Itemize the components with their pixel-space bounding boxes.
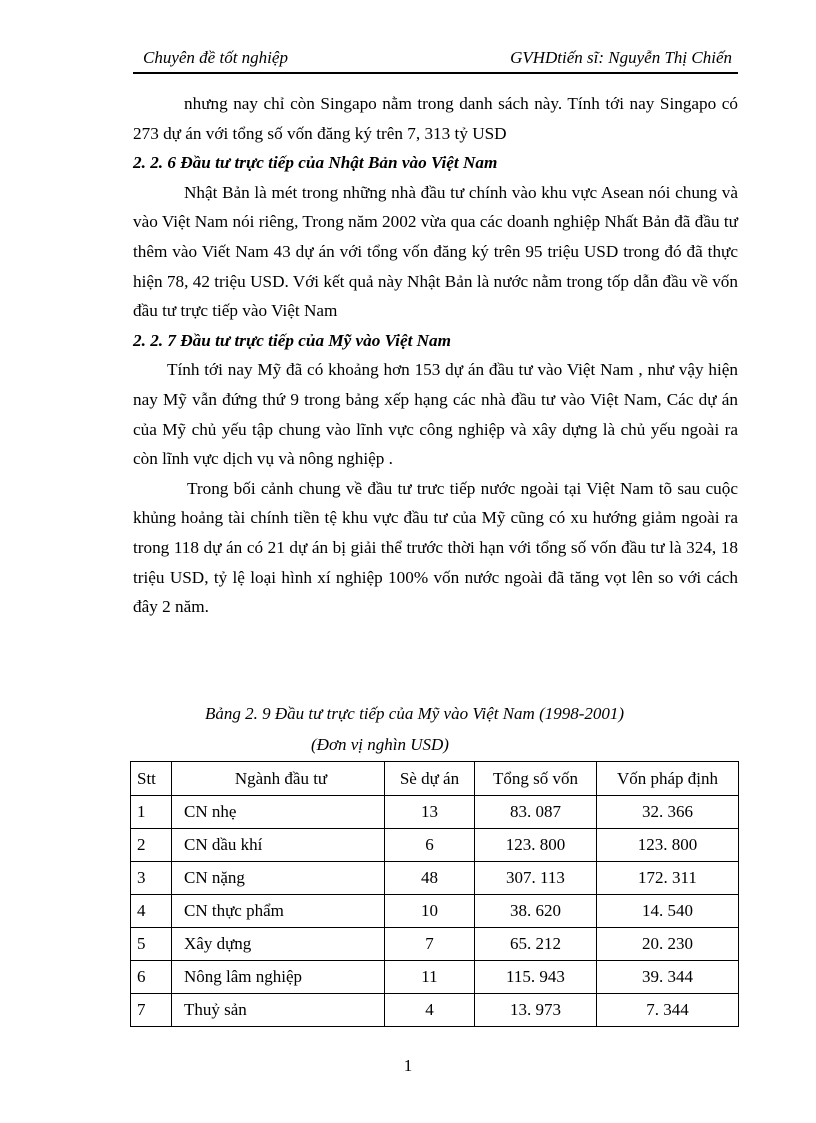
section-heading-usa: 2. 2. 7 Đầu tư trực tiếp của Mỹ vào Việt Nam bbox=[133, 330, 452, 350]
cell-legal-capital: 14. 540 bbox=[596, 895, 738, 928]
table-unit: (Đơn vị nghìn USD) bbox=[311, 735, 449, 754]
cell-projects: 48 bbox=[385, 862, 475, 895]
table-row bbox=[131, 994, 739, 1027]
table-row bbox=[131, 862, 739, 895]
cell-sector: Thuỷ sản bbox=[172, 994, 385, 1027]
paragraph-singapore: nhưng nay chỉ còn Singapo nằm trong danh sách này. Tính tới nay Singapo có 273 dự án với tổng số vốn đăng ký trên 7, 313 tỷ USD bbox=[133, 94, 738, 143]
column-header-legal-capital: Vốn pháp định bbox=[596, 762, 738, 796]
cell-projects: 13 bbox=[385, 796, 475, 829]
cell-sector: Nông lâm nghiệp bbox=[172, 961, 385, 994]
table-row bbox=[131, 796, 739, 829]
cell-projects: 4 bbox=[385, 994, 475, 1027]
cell-projects: 6 bbox=[385, 829, 475, 862]
table-title: Bảng 2. 9 Đầu tư trực tiếp của Mỹ vào Việt Nam (1998-2001) bbox=[205, 704, 625, 723]
cell-sector: CN nặng bbox=[172, 862, 385, 895]
table-row bbox=[131, 928, 739, 961]
paragraph-japan: Nhật Bản là mét trong những nhà đầu tư chính vào khu vực Asean nói chung và vào Việt Nam nói riêng, Trong năm 2002 vừa qua các doanh nghiệp Nhất Bản đã đầu tư thêm vào Viết Nam 43 dự án với tổng vốn đăng ký trên 95 triệu USD trong đó đã thực hiện 78, 42 triệu USD. Với kết quả này Nhật Bản là nước nằm trong tốp dẫn đầu về vốn đầu tư trực tiếp vào Việt Nam bbox=[133, 182, 738, 321]
cell-total-capital: 13. 973 bbox=[474, 994, 596, 1027]
cell-legal-capital: 20. 230 bbox=[596, 928, 738, 961]
cell-total-capital: 123. 800 bbox=[474, 829, 596, 862]
cell-sector: Xây dựng bbox=[172, 928, 385, 961]
cell-total-capital: 65. 212 bbox=[474, 928, 596, 961]
page-number: 1 bbox=[403, 1056, 413, 1075]
cell-total-capital: 38. 620 bbox=[474, 895, 596, 928]
cell-sector: CN thực phẩm bbox=[172, 895, 385, 928]
cell-stt: 3 bbox=[131, 862, 172, 895]
header-supervisor: GVHDtiến sĩ: Nguyễn Thị Chiến bbox=[510, 48, 732, 67]
investment-table bbox=[130, 761, 739, 1027]
cell-total-capital: 83. 087 bbox=[474, 796, 596, 829]
page-header bbox=[133, 46, 738, 74]
paragraph-usa-projects: Tính tới nay Mỹ đã có khoảng hơn 153 dự án đầu tư vào Việt Nam , như vậy hiện nay Mỹ vẫn đứng thứ 9 trong bảng xếp hạng các nhà đầu tư vào Việt Nam, Các dự án của Mỹ chủ yếu tập chung vào lĩnh vực công nghiệp và xây dựng là chủ yếu ngoài ra còn lĩnh vực dịch vụ và nông nghiệp . bbox=[133, 360, 738, 469]
column-header-total-capital: Tổng số vốn bbox=[474, 762, 596, 796]
table-header-row bbox=[131, 762, 739, 796]
cell-legal-capital: 172. 311 bbox=[596, 862, 738, 895]
column-header-sector: Ngành đầu tư bbox=[172, 762, 385, 796]
cell-projects: 11 bbox=[385, 961, 475, 994]
table-row bbox=[131, 961, 739, 994]
cell-stt: 2 bbox=[131, 829, 172, 862]
table-row bbox=[131, 829, 739, 862]
cell-legal-capital: 7. 344 bbox=[596, 994, 738, 1027]
column-header-projects: Sè dự án bbox=[385, 762, 475, 796]
cell-legal-capital: 39. 344 bbox=[596, 961, 738, 994]
cell-stt: 4 bbox=[131, 895, 172, 928]
paragraph-usa-crisis: Trong bối cảnh chung về đầu tư trưc tiếp nước ngoài tại Việt Nam tõ sau cuộc khủng hoảng tài chính tiền tệ khu vực đầu tư của Mỹ cũng có xu hướng giảm ngoài ra trong 118 dự án có 21 dự án bị giải thể trước thời hạn với tổng số vốn đầu tư là 324, 18 triệu USD, tỷ lệ loại hình xí nghiệp 100% vốn nước ngoài đã tăng vọt lên so với cách đây 2 năm. bbox=[133, 478, 738, 617]
section-heading-japan: 2. 2. 6 Đầu tư trực tiếp của Nhật Bản vào Việt Nam bbox=[133, 153, 498, 173]
cell-sector: CN dầu khí bbox=[172, 829, 385, 862]
body-text bbox=[133, 89, 738, 622]
column-header-stt: Stt bbox=[131, 762, 172, 796]
cell-sector: CN nhẹ bbox=[172, 796, 385, 829]
header-document-type: Chuyên đề tốt nghiệp bbox=[143, 48, 288, 67]
cell-stt: 1 bbox=[131, 796, 172, 829]
cell-total-capital: 115. 943 bbox=[474, 961, 596, 994]
cell-stt: 5 bbox=[131, 928, 172, 961]
cell-projects: 7 bbox=[385, 928, 475, 961]
table-row bbox=[131, 895, 739, 928]
cell-legal-capital: 32. 366 bbox=[596, 796, 738, 829]
cell-projects: 10 bbox=[385, 895, 475, 928]
cell-legal-capital: 123. 800 bbox=[596, 829, 738, 862]
cell-stt: 6 bbox=[131, 961, 172, 994]
cell-stt: 7 bbox=[131, 994, 172, 1027]
cell-total-capital: 307. 113 bbox=[474, 862, 596, 895]
